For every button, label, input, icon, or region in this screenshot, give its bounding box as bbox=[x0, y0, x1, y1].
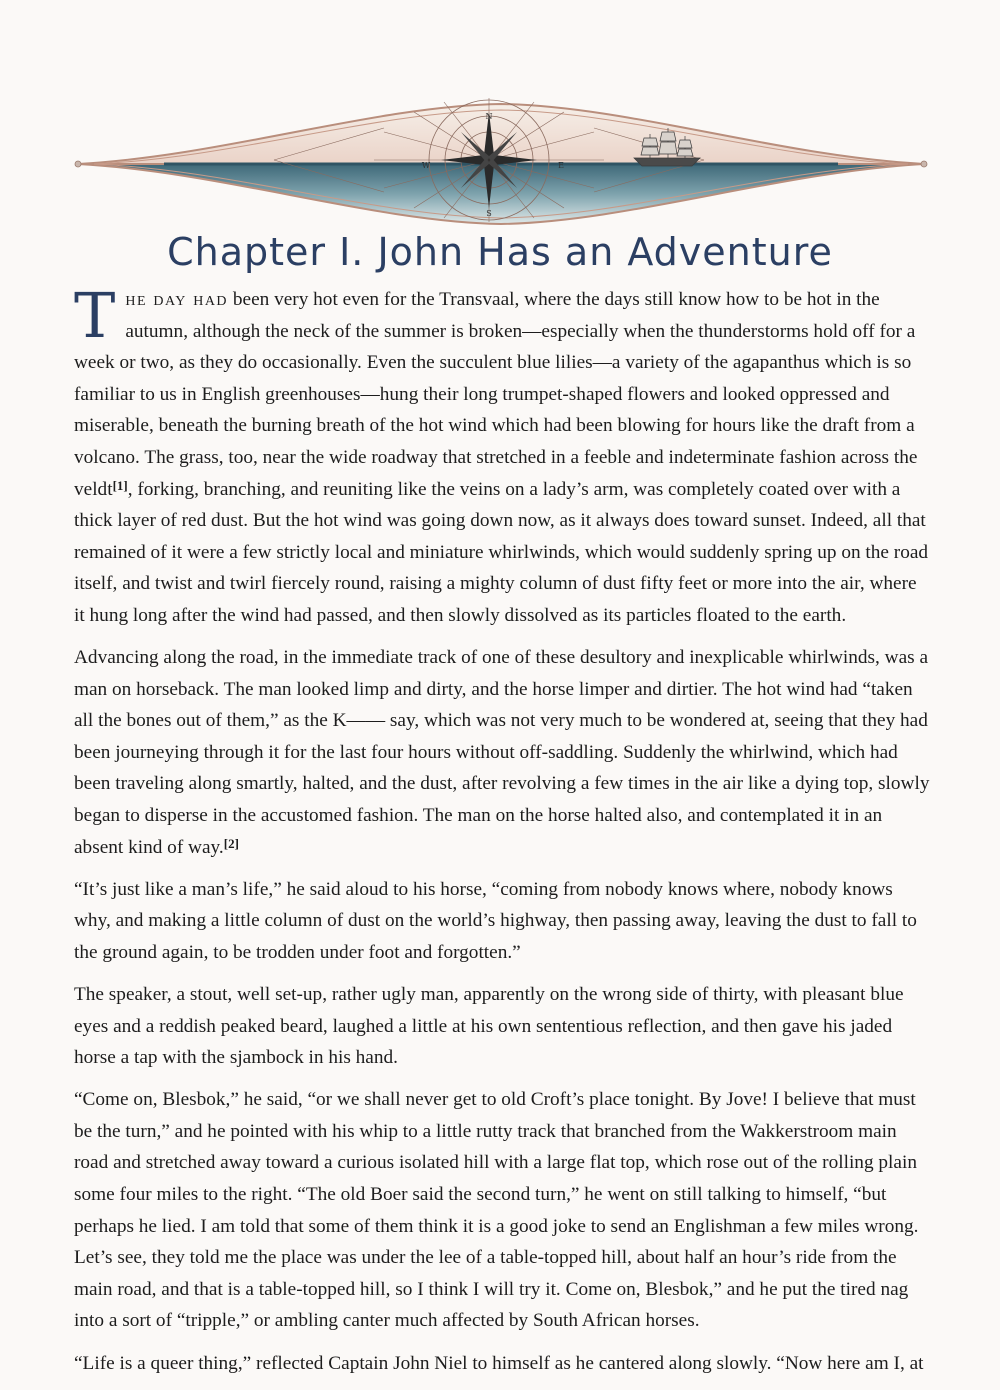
paragraph-2 bbox=[74, 642, 930, 863]
chapter-title: Chapter I. John Has an Adventure bbox=[167, 230, 833, 274]
paragraph-2-text: Advancing along the road, in the immediate track of one of these desultory and inexplicable whirlwinds, was a man on horseback. The man looked limp and dirty, and the horse limper and dirtier. The hot wind had “taken all the bones out of them,” as the K—— say, which was not very much to be wondered at, seeing that they had been journeying through it for the last four hours without off-saddling. Suddenly the whirlwind, which had been traveling along smartly, halted, and the dust, after revolving a few times in the air like a dying top, slowly began to disperse in the accustomed fashion. The man on the horse halted also, and contemplated it in an absent kind of way. bbox=[74, 647, 930, 858]
paragraph-1-text-b: , forking, branching, and reuniting like the veins on a lady’s arm, was completely coated over with a thick layer of red dust. But the hot wind was going down now, as it always does toward sunset. Indeed, all that remained of it were a few strictly local and miniature whirlwinds, which would suddenly spring up on the road itself, and twist and twirl fiercely round, raising a mighty column of dust fifty feet or more into the air, where it hung long after the wind had passed, and then slowly dissolved as its particles floated to the earth. bbox=[74, 478, 929, 626]
opening-small-caps: he day had bbox=[125, 289, 229, 310]
drop-cap: T bbox=[74, 279, 116, 352]
compass-letter-n: N bbox=[485, 112, 493, 121]
compass-letter-w: W bbox=[421, 161, 431, 170]
chapter-ornament-compass-banner bbox=[74, 98, 928, 228]
footnote-link-2[interactable]: [2] bbox=[223, 835, 239, 851]
paragraph-1 bbox=[74, 279, 930, 632]
paragraph-3: “It’s just like a man’s life,” he said aloud to his horse, “coming from nobody knows where, nobody knows why, and making a little column of dust on the world’s highway, then passing away, leaving the dust to fall to the ground again, to be trodden under foot and forgotten.” bbox=[74, 878, 917, 963]
paragraph-1-text-a: been very hot even for the Transvaal, where the days still know how to be hot in the autumn, although the neck of the summer is broken—especially when the thunderstorms hold off for a week or two, as they do occasionally. Even the succulent blue lilies—a variety of the agapanthus which is so familiar to us in English greenhouses—hung their long trumpet-shaped flowers and looked oppressed and miserable, beneath the burning breath of the hot wind which had been blowing for hours like the draft from a volcano. The grass, too, near the wide roadway that stretched in a feeble and indeterminate fashion across the veldt bbox=[74, 289, 918, 500]
paragraph-4: The speaker, a stout, well set-up, rather ugly man, apparently on the wrong side of thirty, with pleasant blue eyes and a reddish peaked beard, laughed a little at his own sententious reflection, and then gave his jaded horse a tap with the sjambock in his hand. bbox=[74, 983, 904, 1069]
chapter-body bbox=[74, 279, 930, 1390]
footnote-link-1[interactable]: [1] bbox=[112, 477, 128, 493]
compass-letter-s: S bbox=[486, 209, 492, 218]
paragraph-6: “Life is a queer thing,” reflected Captain John Niel to himself as he cantered along slowly. “Now here am I, at bbox=[74, 1352, 924, 1374]
compass-letter-e: E bbox=[558, 161, 564, 170]
paragraph-5: “Come on, Blesbok,” he said, “or we shall never get to old Croft’s place tonight. By Jove! I believe that must be the turn,” and he pointed with his whip to a little rutty track that branched from the Wakkerstroom main road and stretched away toward a curious isolated hill with a large flat top, which rose out of the rolling plain some four miles to the right. “The old Boer said the second turn,” he went on still talking to himself, “but perhaps he lied. I am told that some of them think it is a good joke to send an Englishman a few miles wrong. Let’s see, they told me the place was under the lee of a table-topped hill, about half an hour’s ride from the main road, and that is a table-topped hill, so I think I will try it. Come on, Blesbok,” and he put the tired nag into a sort of “tripple,” or ambling canter much affected by South African horses. bbox=[74, 1089, 919, 1332]
